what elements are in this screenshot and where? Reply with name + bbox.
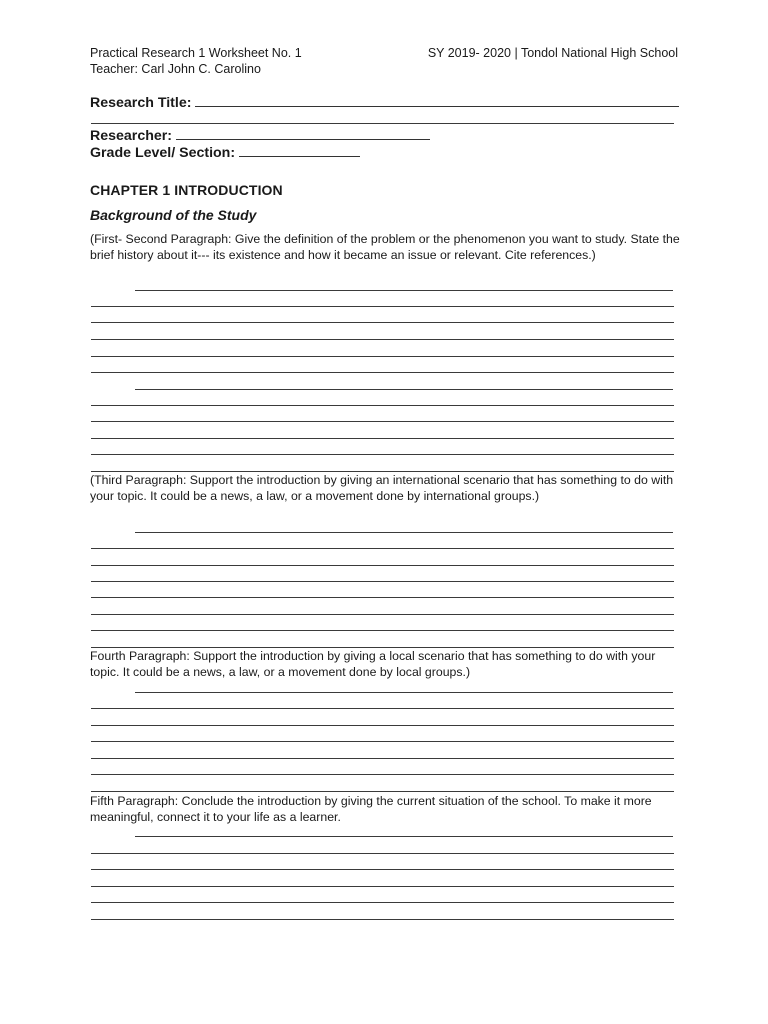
writing-line[interactable] xyxy=(91,741,674,742)
researcher-field xyxy=(90,125,430,143)
writing-line[interactable] xyxy=(91,774,674,775)
writing-line[interactable] xyxy=(135,836,673,837)
instruction-fourth: Fourth Paragraph: Support the introduction by giving a local scenario that has something to do with your topic. It could be a news, a law, or a movement done by local groups.) xyxy=(90,649,656,679)
grade-section-field xyxy=(90,142,360,160)
writing-line[interactable] xyxy=(91,597,674,598)
writing-line[interactable] xyxy=(91,322,674,323)
writing-line[interactable] xyxy=(135,692,673,693)
writing-line[interactable] xyxy=(91,791,674,792)
teacher-name: Teacher: Carl John C. Carolino xyxy=(90,62,261,76)
writing-line[interactable] xyxy=(91,339,674,340)
instruction-fifth: Fifth Paragraph: Conclude the introduction by giving the current situation of the school. To make it more meaningful, connect it to your life as a learner. xyxy=(90,794,652,824)
writing-line[interactable] xyxy=(91,356,674,357)
writing-line[interactable] xyxy=(91,919,674,920)
research-title-blank[interactable] xyxy=(195,92,679,107)
school-year: SY 2019- 2020 | Tondol National High School xyxy=(427,46,678,60)
researcher-label: Researcher: xyxy=(90,128,173,144)
research-title-label: Research Title: xyxy=(90,95,192,111)
writing-line[interactable] xyxy=(91,614,674,615)
instruction-first-second: (First- Second Paragraph: Give the definition of the problem or the phenomenon you want to study. State the brief history about it--- its existence and how it became an issue or relevant. Cite references.) xyxy=(90,232,680,262)
writing-line[interactable] xyxy=(91,421,674,422)
writing-line[interactable] xyxy=(91,372,674,373)
writing-line[interactable] xyxy=(91,548,674,549)
worksheet-header-left xyxy=(90,45,302,77)
instruction-third: (Third Paragraph: Support the introduction by giving an international scenario that has something to do with your topic. It could be a news, a law, or a movement done by international groups.) xyxy=(90,473,674,503)
writing-line[interactable] xyxy=(135,290,673,291)
writing-line[interactable] xyxy=(91,758,674,759)
research-title-field xyxy=(90,92,679,110)
chapter-title: CHAPTER 1 INTRODUCTION xyxy=(90,182,283,198)
writing-line[interactable] xyxy=(91,886,674,887)
writing-line[interactable] xyxy=(91,405,674,406)
writing-line[interactable] xyxy=(91,902,674,903)
writing-line[interactable] xyxy=(91,853,674,854)
writing-line[interactable] xyxy=(91,454,674,455)
writing-line[interactable] xyxy=(135,389,673,390)
grade-section-label: Grade Level/ Section: xyxy=(90,145,236,161)
writing-line[interactable] xyxy=(91,630,674,631)
writing-line[interactable] xyxy=(91,306,674,307)
researcher-blank[interactable] xyxy=(176,125,430,140)
research-title-blank-2[interactable] xyxy=(91,123,674,124)
writing-line[interactable] xyxy=(91,725,674,726)
writing-line[interactable] xyxy=(91,869,674,870)
grade-section-blank[interactable] xyxy=(239,142,360,157)
writing-line[interactable] xyxy=(91,581,674,582)
writing-line[interactable] xyxy=(91,708,674,709)
section-title: Background of the Study xyxy=(90,207,257,223)
writing-line[interactable] xyxy=(91,438,674,439)
worksheet-title: Practical Research 1 Worksheet No. 1 xyxy=(90,46,302,60)
writing-line[interactable] xyxy=(91,565,674,566)
writing-line[interactable] xyxy=(135,532,673,533)
